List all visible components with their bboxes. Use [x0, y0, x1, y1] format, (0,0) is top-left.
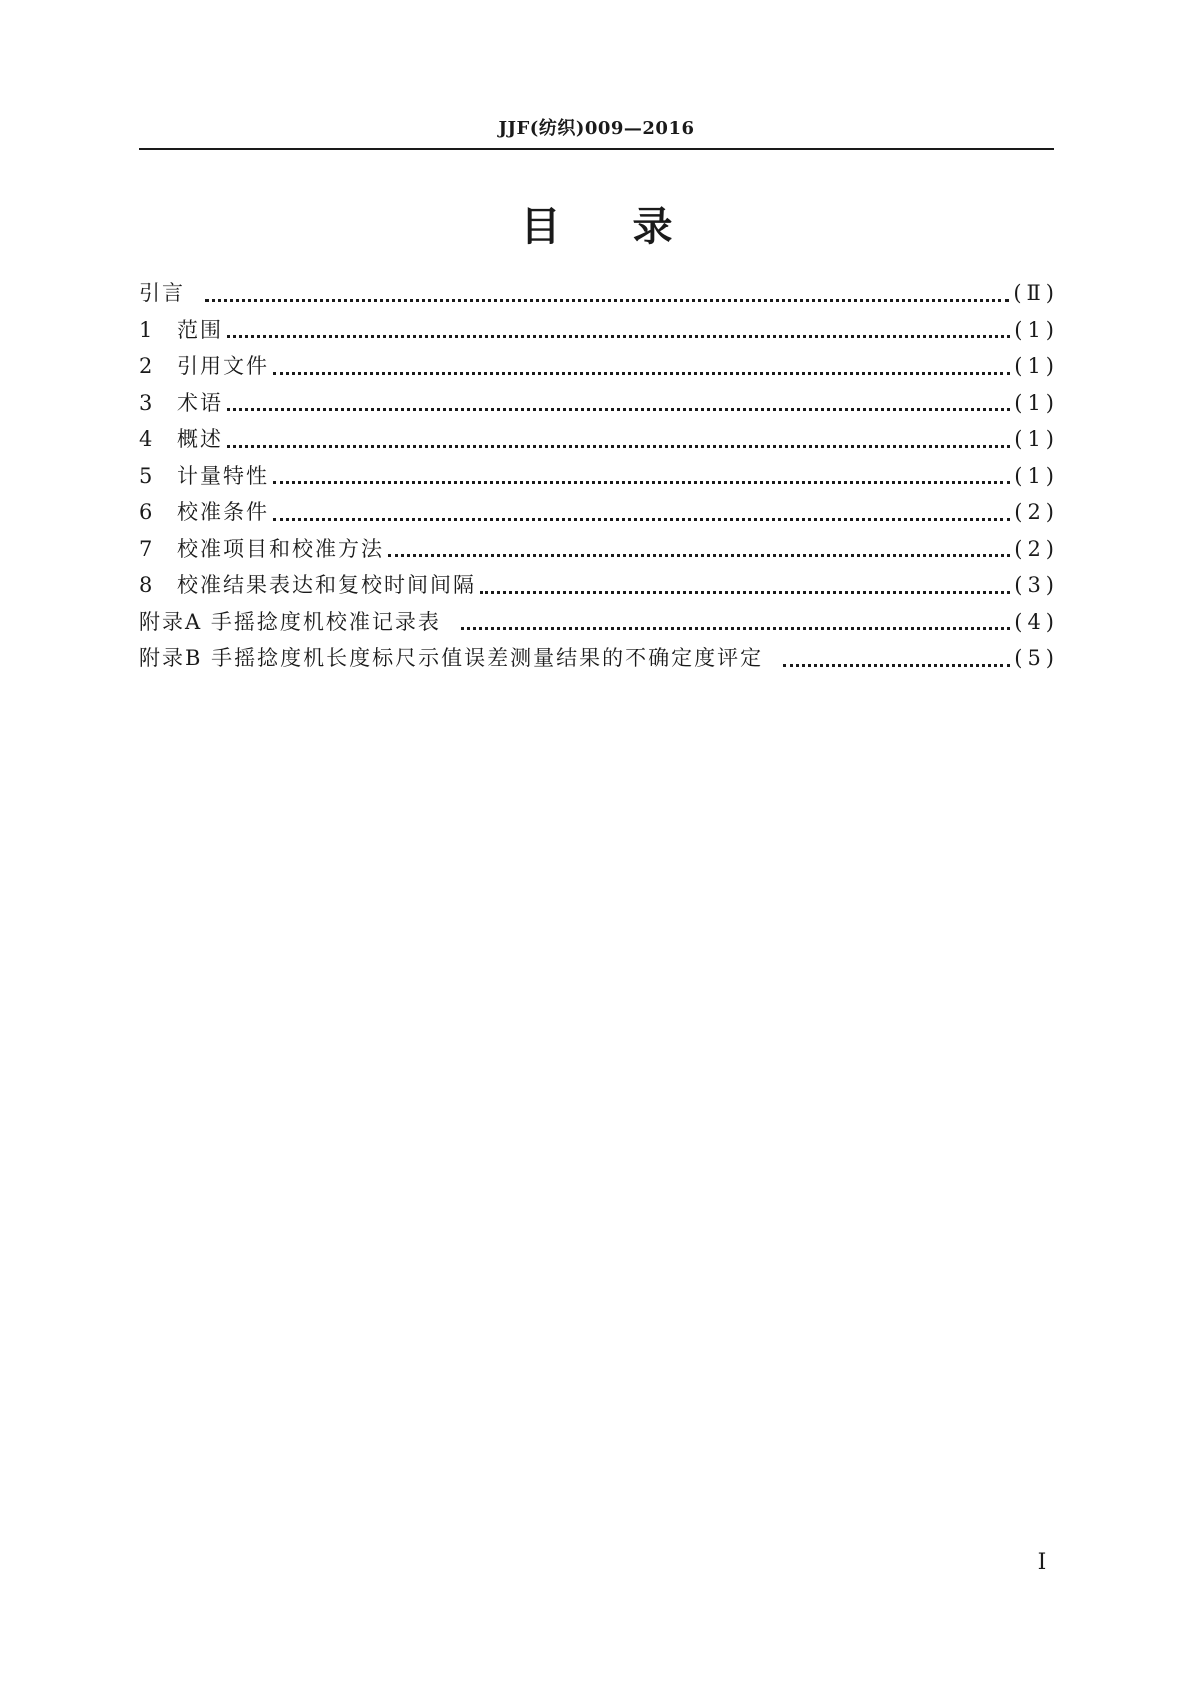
toc-entry-label: 校准项目和校准方法 — [177, 536, 384, 561]
toc-entry-page: (1) — [1014, 354, 1059, 378]
table-of-contents — [139, 278, 1059, 680]
toc-entry-label: 引用文件 — [177, 354, 269, 378]
toc-entry-page: (1) — [1014, 317, 1059, 342]
toc-entry-number: 3 — [139, 390, 153, 415]
toc-entry-label: 计量特性 — [177, 463, 269, 488]
toc-entry-references[interactable] — [139, 351, 1059, 388]
toc-entry-label: 概述 — [177, 427, 223, 451]
toc-leader-dots — [461, 627, 1010, 630]
toc-leader-dots — [227, 408, 1010, 411]
toc-leader-dots — [227, 335, 1010, 338]
toc-entry-number: 7 — [139, 536, 153, 561]
toc-entry-page: (1) — [1014, 390, 1059, 415]
toc-entry-label: 术语 — [177, 390, 223, 415]
toc-entry-appendix-a[interactable] — [139, 607, 1059, 644]
toc-entry-number: 4 — [139, 427, 153, 451]
page-number: Ⅰ — [1037, 1550, 1047, 1575]
toc-entry-terms[interactable] — [139, 388, 1059, 425]
header-divider — [139, 148, 1054, 150]
toc-entry-page: (1) — [1014, 463, 1059, 488]
toc-leader-dots — [480, 591, 1010, 594]
toc-entry-foreword[interactable] — [139, 278, 1059, 315]
toc-entry-page: (3) — [1014, 573, 1059, 597]
toc-leader-dots — [273, 481, 1010, 484]
toc-entry-page: (2) — [1014, 536, 1059, 561]
toc-entry-number: 6 — [139, 500, 153, 524]
toc-entry-calibration-conditions[interactable] — [139, 497, 1059, 534]
toc-entry-scope[interactable] — [139, 315, 1059, 352]
toc-entry-label: 校准结果表达和复校时间间隔 — [177, 573, 476, 597]
toc-entry-label: 范围 — [177, 317, 223, 342]
toc-entry-page: (Ⅱ) — [1013, 281, 1059, 305]
toc-leader-dots — [388, 554, 1010, 557]
toc-entry-results-recalibration[interactable] — [139, 570, 1059, 607]
toc-entry-number: 2 — [139, 354, 153, 378]
toc-leader-dots — [227, 445, 1010, 448]
toc-leader-dots — [783, 664, 1010, 667]
toc-entry-label: 校准条件 — [177, 500, 269, 524]
toc-entry-page: (2) — [1014, 500, 1059, 524]
page-title: 目 录 — [520, 204, 673, 250]
toc-entry-appendix-b[interactable] — [139, 643, 1059, 680]
toc-entry-label: 引言 — [139, 281, 185, 305]
toc-entry-overview[interactable] — [139, 424, 1059, 461]
toc-entry-calibration-items-methods[interactable] — [139, 534, 1059, 571]
toc-entry-number: 5 — [139, 463, 153, 488]
toc-leader-dots — [205, 299, 1009, 302]
toc-entry-page: (4) — [1014, 609, 1059, 634]
toc-leader-dots — [273, 518, 1010, 521]
toc-entry-page: (1) — [1014, 427, 1059, 451]
toc-entry-page: (5) — [1014, 646, 1059, 670]
toc-entry-metrological-characteristics[interactable] — [139, 461, 1059, 498]
toc-entry-label: 附录B 手摇捻度机长度标尺示值误差测量结果的不确定度评定 — [139, 646, 764, 670]
toc-entry-label: 附录A 手摇捻度机校准记录表 — [139, 609, 441, 634]
toc-leader-dots — [273, 372, 1010, 375]
toc-entry-number: 8 — [139, 573, 153, 597]
toc-entry-number: 1 — [139, 317, 153, 342]
document-code-header: JJF(纺织)009—2016 — [498, 118, 695, 139]
